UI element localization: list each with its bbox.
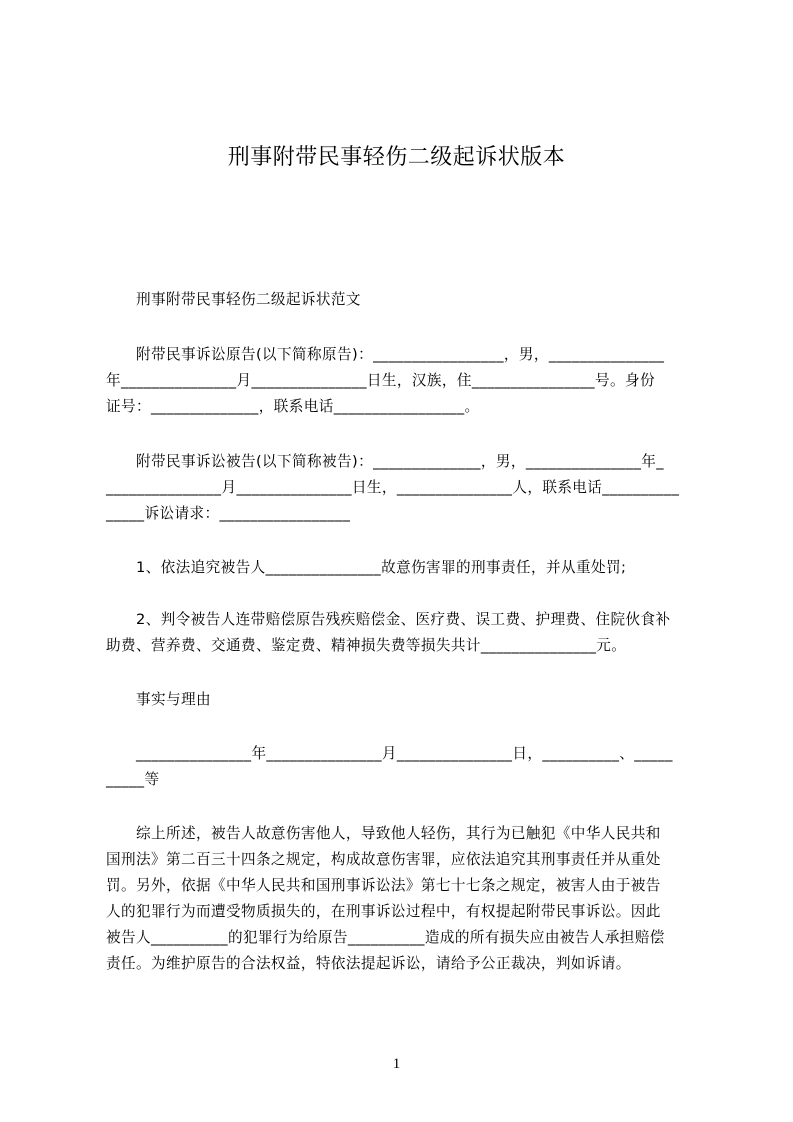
text-line-claim-2b: 助费、营养费、交通费、鉴定费、精神损失费等损失共计_______________元。 <box>106 637 627 654</box>
text-line-conclusion-3: 罚。另外，依据《中华人民共和国刑事诉讼法》第七十七条之规定，被害人由于被告 <box>106 877 661 894</box>
text-line-conclusion-4: 人的犯罪行为而遭受物质损失的，在刑事诉讼过程中，有权提起附带民事诉讼。因此 <box>106 903 661 920</box>
document-title: 刑事附带民事轻伤二级起诉状版本 <box>227 145 566 170</box>
text-line-claim-1: 1、依法追究被告人_______________故意伤害罪的刑事责任，并从重处罚; <box>106 559 627 576</box>
text-line-defendant-2: _______________月_______________日生，_______________人，联系电话__________ <box>106 479 680 496</box>
text-line-claim-2a: 2、判令被告人连带赔偿原告残疾赔偿金、医疗费、误工费、护理费、住院伙食补 <box>106 611 671 628</box>
text-line-conclusion-5: 被告人__________的犯罪行为给原告__________造成的所有损失应由被告人承担赔偿 <box>106 929 665 946</box>
page-number: 1 <box>392 1056 401 1072</box>
text-line-facts-1: _______________年_______________月_______________日，__________、_____ <box>106 745 673 762</box>
text-line-defendant-3: _____诉讼请求：_________________ <box>106 505 351 522</box>
text-line-conclusion-2: 国刑法》第二百三十四条之规定，构成故意伤害罪，应依法追究其刑事责任并从重处 <box>106 851 661 868</box>
text-line-facts-2: _____等 <box>106 771 160 788</box>
text-line-conclusion-1: 综上所述，被告人故意伤害他人，导致他人轻伤，其行为已触犯《中华人民共和 <box>106 825 661 842</box>
section-heading-facts: 事实与理由 <box>106 691 211 708</box>
text-line-plaintiff-3: 证号：______________，联系电话_________________。 <box>106 398 480 415</box>
text-line-conclusion-6: 责任。为维护原告的合法权益，特依法提起诉讼，请给予公正裁决，判如诉请。 <box>106 955 631 972</box>
text-line-plaintiff-1: 附带民事诉讼原告(以下简称原告)：_________________，男，_______________ <box>106 346 665 363</box>
text-line-subtitle: 刑事附带民事轻伤二级起诉状范文 <box>106 291 361 308</box>
text-line-plaintiff-2: 年_______________月_______________日生，汉族，住________________号。身份 <box>106 372 655 389</box>
text-line-defendant-1: 附带民事诉讼被告(以下简称被告)：______________，男，_______________年_ <box>106 453 664 470</box>
